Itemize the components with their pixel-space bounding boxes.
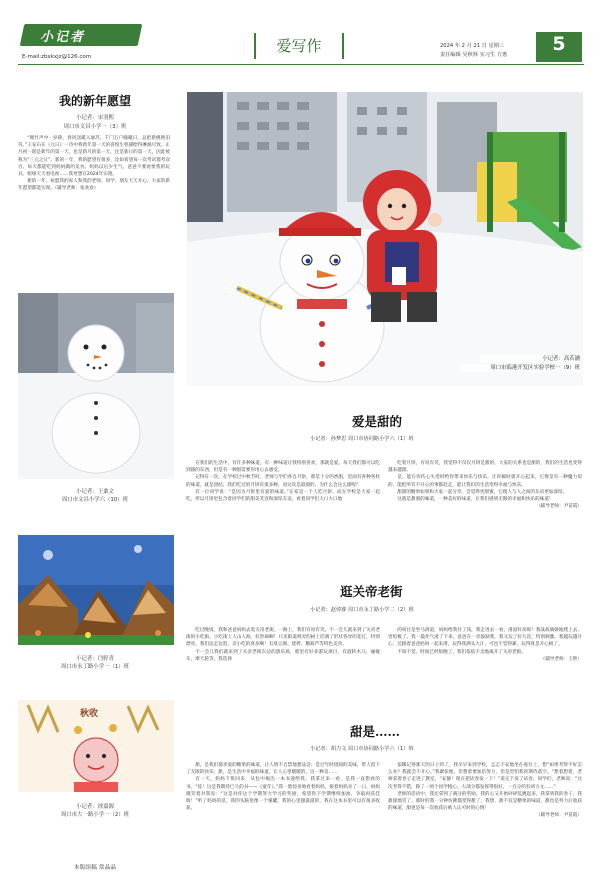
article-paragraph: 记得有一次，在学校过中秋节时，老师与学们各自月饼，那是十分的香甜，里面有各种各样的味道，就是团结，我们吃过的月饼有很多种，而这次是最甜的，为什么会这么甜呢？ xyxy=(186,475,380,488)
photo-caption-school: 周口市大一路小学一（2）班 xyxy=(60,812,130,818)
snowman-photo xyxy=(18,293,174,479)
drawing-title-text: 秋收 xyxy=(80,709,99,719)
article-paragraph: 这就是甜蜜的味道，一种美好的味道，让我们感到无限的幸福和快乐的味道！ xyxy=(397,497,554,503)
article-paragraph: 吃过晚饭，我和爸爸妈妈去逛关帝老街。一路上，我们有说有笑，不一会儿就来到了关帝老街的小吃街。小吃街上人山人海，好热闹啊！只见街道两旁的树上挂满了形状各异的花灯，特别漂亮。我们边走边逛，卖小吃的真多啊！有臭豆腐、烧烤、糖葫芦等特色美食。 xyxy=(186,628,380,648)
mountain-drawing xyxy=(18,535,174,645)
photo-caption-school: 周口市文昌小学六（10）班 xyxy=(61,497,129,503)
article-paragraph: 有一天，妈妈下班回来，从包中掏出一本书递给我，我拿过来一看，是我一直想看的书。“哇！这是我期待已久的书——《童年》。”我一脸惊喜地看着妈妈，接着妈妈亲了一口，妈妈微笑着对我说：“这是对你这个学期努力学习的奖励，希望你下学期继续加油，争取再获佳绩！”听了妈妈的话，我的头脑里像一个蜜罐，我的心里甜滋滋的，我在这本书里可以有很多收获。 xyxy=(186,777,380,812)
article-teacher: （辅导老师：尹苗霞） xyxy=(536,504,582,510)
header-divider xyxy=(18,64,584,65)
article-teacher: （辅导老师：尹苗霞） xyxy=(536,813,582,819)
section-logo-text: 小记者 xyxy=(40,30,86,45)
article-paragraph: 吃着月饼，有说有笑，我觉得不仅仅月饼是甜的，大家的关系也是甜的，我们的生活也变得越来越甜。 xyxy=(388,461,582,474)
sweet2-article-col1 xyxy=(186,762,380,884)
temple-article-byline: 小记者：赵倬睿 周口市永丁路小学二（2）班 xyxy=(310,607,414,613)
sweet-article-col2 xyxy=(388,460,582,510)
article-paragraph: 的项目是坐马滑道，妈妈给我付了钱，我走进去一看，滑道好高呀！我战战兢兢地爬上去，害怕极了。我一鼓作气滑了下来，爸爸在一旁鼓励我，我又玩了好几次，特别刺激。我越玩越开心，还跟着爸爸妈妈一起来滑，玩得我满头大汗，可也不觉得累，玩得真是开心极了。 xyxy=(388,628,582,648)
page-number: 5 xyxy=(552,33,566,55)
page-compiler-note: 本版组稿 常晶晶 xyxy=(73,865,117,871)
article-paragraph: 老师的话语中，我还拿到了满分的奖励。我的心又开始砰砰乱跳起来，我拿到我的卷子，我甜甜地笑了。那时的我一分钟仿佛都变得甜了，我想，甜不仅是糖果的味道，甜也是努力后收获的味道，甜更是每一次收获后被人认可时的心情！ xyxy=(388,791,582,812)
temple-article-title: 逛关帝老街 xyxy=(340,584,403,599)
wish-article-author: 小记者：宋羽熙 xyxy=(76,115,114,121)
sweet-article-byline: 小记者：孙梦思 周口市协同路小学六（1）班 xyxy=(310,436,414,442)
wish-paragraph: “爆竹声中一岁除，春风送暖入屠苏。千门万户曈曈日，总把新桃换旧符。”王安石在《元日》一诗中将新年第一天的喜悦生机描绘得淋漓尽致。正月初一既是新年的第一天，也是新月的第一天，还是新日的第一天，因此被称为“三元之日”。新的一年，我的愿望有很多，比如希望每一次考试都考双百、每天都能吃到妈妈做的美食、妈妈以后少生气、爸爸不要再要我的玩具、姐姐天天看电视……我更想在2024年实现。 xyxy=(18,136,170,178)
article-paragraph: 不知不觉，时间已经很晚了，我们依依不舍地离开了关帝老街。 xyxy=(397,649,526,655)
article-paragraph: 有一位同学说：“是因为月饼里有爱的味道。”在家是一个人吃月饼，而在学校是大家一起吃，所以月饼里包含着同学们的甜美笑容和深厚友谊。看着同学们大口大口地 xyxy=(186,489,380,503)
section-title: 爱写作 xyxy=(276,37,322,55)
temple-article-col1 xyxy=(186,627,380,663)
wish-paragraph: 新的一年，祝愿我的家人和我的老师、同学、朋友天天开心，大家的新年愿望都能实现。（辅导老师：张欢欢） xyxy=(18,179,170,192)
sweet-article-title: 爱是甜的 xyxy=(352,414,403,429)
photo-caption-name: 小记者：闫婷青 xyxy=(76,656,114,662)
sweet-article-col1 xyxy=(186,460,380,503)
sweet2-article-title: 甜是…… xyxy=(350,724,401,739)
harvest-drawing xyxy=(18,700,174,792)
main-photo-caption-school: 周口市临港开发区实验学校一（9）班 xyxy=(460,364,580,372)
main-photo-caption-name: 小记者：高若涵 xyxy=(480,355,580,363)
photo-caption-name: 小记者：王桑文 xyxy=(76,489,114,495)
sweet2-article-byline: 小记者：胡力文 周口市协同路小学六（1）班 xyxy=(310,746,414,752)
wish-article-title: 我的新年愿望 xyxy=(58,94,131,108)
article-paragraph: 甜，是我们都喜爱的糖果的味道，让人情不自禁地想品尝；是过年时团圆的美味，带人留下了无限的快乐；甜，是生活中幸福的味道，让人心里暖暖的，这一种美…… xyxy=(186,763,380,776)
wish-article-school: 周口市文昌小学一（3）班 xyxy=(63,124,127,130)
wish-article-body xyxy=(18,135,170,193)
temple-article-col2 xyxy=(388,627,582,663)
child-with-snowman-photo xyxy=(187,92,583,386)
issue-date: 2024 年 2 月 21 日 星期三 xyxy=(440,43,505,49)
photo-caption-name: 小记者：徐嘉源 xyxy=(76,804,114,810)
article-paragraph: 不一会儿我们就来到了关帝老街东边的游乐场，那里有好多游玩项目，有旋转木马、碰碰车、摩天轮等。我选择 xyxy=(186,649,380,662)
article-teacher: （辅导老师：王艳） xyxy=(540,656,582,662)
contact-email: E-mail:zbxkxjz@126.com xyxy=(22,54,92,60)
issue-editors: 责任编辑 吴秋林 实习生 方惠 xyxy=(440,52,508,58)
article-paragraph: 甜甜的糖果如果和大家一起分享，会觉得更甜蜜，它使人与人之间的友谊更加深厚。 xyxy=(397,489,568,495)
sweet2-article-col2 xyxy=(388,762,582,886)
article-paragraph: 在我们的生活中，有许多种味道，有一种味道让我特别喜欢，那就是爱。每天我们都可以吃到甜的东西，但是有一种甜需要你用心去感受。 xyxy=(186,461,380,474)
photo-caption-school: 周口市永丁路小学一（1）班 xyxy=(60,664,130,670)
article-paragraph: 是，能在你伤心失望时给你带来快乐与快乐，让你顿时就开心起来。它像是有一种魔力似的，能把所有不开心的事都赶走，能让我们的生活变得幸福与快乐。 xyxy=(388,475,582,488)
article-paragraph: 依稀记得那天的日子到了，我早早来到学校，忐忑不安地坐在座位上，想“如果考得不好怎么办？我就会不开心。”我紧张地，但想着要加倍努力，但是害怕我的期待落空。“想着想着，老师拿着卷子走进了教室，“安静！现在把试卷发一下！”说完下发了试卷。同学们，老师说：“这次考得不错，除了一两个同学粗心，大部分都发挥得很好，一百分的有胡力文……” xyxy=(388,763,582,790)
